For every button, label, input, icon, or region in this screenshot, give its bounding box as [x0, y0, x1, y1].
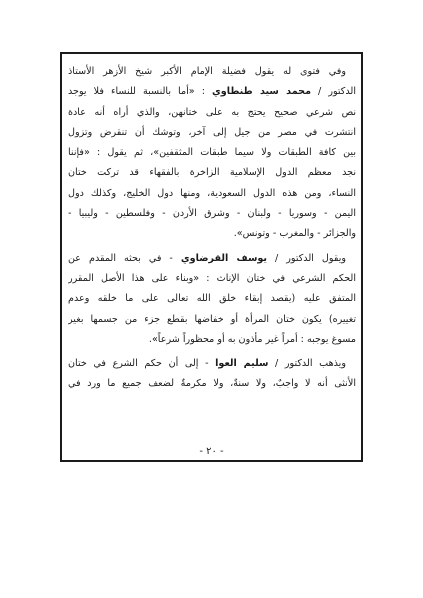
- text-line: انتشرت في مصر من جيل إلى آخر، وتوشك أن تنقرض وتزول: [68, 126, 356, 138]
- text-line: وفي فتوى له يقول فضيلة الإمام الأكبر شيخ الأزهر الأستاذ: [68, 66, 346, 77]
- text-line: ويذهب الدكتور / سليم العوا - إلى أن حكم الشرع في ختان: [68, 358, 346, 370]
- text-line: الدكتور / محمد سيد طنطاوي : «أما بالنسبة للنساء فلا يوجد: [68, 86, 356, 98]
- text-line: المتفق عليه (يقصد إبقاء خلق الله تعالى على ما خلقه وعدم: [68, 293, 356, 305]
- text-line: ويقول الدكتور / يوسف القرضاوي - في بحثه المقدم عن: [68, 252, 347, 264]
- text-line: بين كافة الطبقات ولا سيما طبقات المثقفين»، ثم يقول : «فإننا: [68, 147, 356, 159]
- text-line: والجزائر - والمغرب - وتونس».: [233, 228, 356, 240]
- text-line: اليمن - وسوريا - ولبنان - وشرق الأردن - وفلسطين - وليبيا -: [68, 208, 356, 220]
- text-line: تغييره) يكون ختان المرأة أو خفاضها بقطع جزء من جسمها بغير: [68, 313, 356, 325]
- text-line: الحكم الشرعي في ختان الإناث : «وبناء على هذا الأصل المقرر: [68, 272, 356, 284]
- text-line: نص شرعي صحيح يحتج به على ختانهن، والذي أراه أنه عادة: [68, 106, 356, 118]
- scholar-name: محمد سيد طنطاوي: [211, 86, 312, 98]
- page-number: - ٢٠ -: [199, 446, 224, 457]
- text-line: مسوغ يوجبه : أمراً غير مأذون به أو محظوراً شرعاً».: [148, 333, 356, 345]
- body-text: [68, 62, 356, 395]
- text-line: النساء، ومن هذه الدول السعودية، ومنها دول الخليج، وكذلك دول: [68, 187, 356, 199]
- scholar-name: يوسف القرضاوي: [180, 252, 268, 264]
- text-line: نجد معظم الدول الإسلامية الزاخرة بالفقهاء قد تركت ختان: [68, 167, 356, 179]
- scholar-name: سليم العوا: [215, 358, 269, 370]
- text-line: الأنثى أنه لا واجبٌ، ولا سنةٌ، ولا مكرمةٌ لضعف جميع ما ورد في: [68, 378, 356, 390]
